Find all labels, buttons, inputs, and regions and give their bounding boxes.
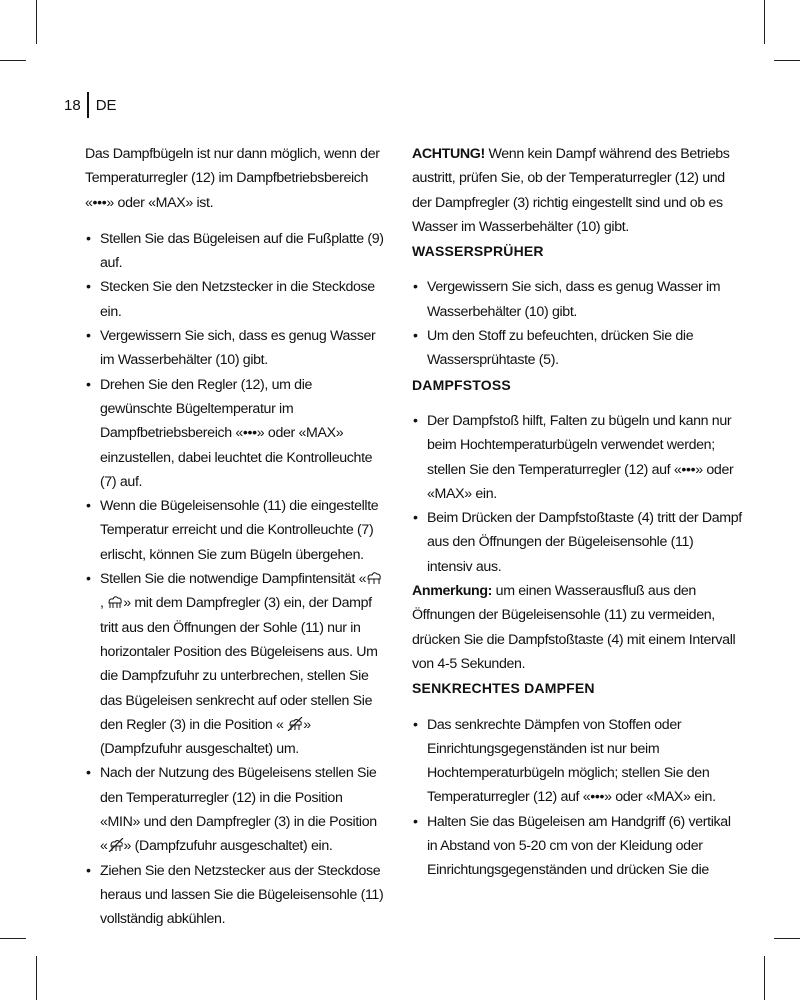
crop-mark (0, 60, 26, 61)
list-item: • Wenn die Bügeleisensohle (11) die eingestellte Temperatur erreicht und die Kontrolleuchte (7) erlischt, können Sie zum Bügeln übergehen. (85, 494, 385, 567)
list-item: • Stellen Sie das Bügeleisen auf die Fußplatte (9) auf. (85, 227, 385, 276)
left-column (85, 142, 385, 932)
steam-ironing-steps (85, 227, 385, 932)
intro-paragraph: Das Dampfbügeln ist nur dann möglich, wenn der Temperaturregler (12) im Dampfbetriebsbereich «•••» oder «MAX» ist. (85, 146, 380, 211)
crop-mark (774, 60, 800, 61)
note-paragraph: Anmerkung: um einen Wasserausfluß aus den Öffnungen der Bügeleisensohle (11) zu vermeiden, drücken Sie die Dampfstoßtaste (4) mit einem Intervall von 4-5 Sekunden. (412, 583, 736, 672)
attention-label: ACHTUNG! (412, 146, 485, 162)
crop-mark (36, 956, 37, 1000)
list-item: • Vergewissern Sie sich, dass es genug Wasser im Wasserbehälter (10) gibt. (85, 324, 385, 373)
list-item: • Beim Drücken der Dampfstoßtaste (4) tritt der Dampf aus den Öffnungen der Bügeleisensohle (11) intensiv aus. (412, 506, 742, 579)
list-item: • Das senkrechte Dämpfen von Stoffen oder Einrichtungsgegenständen ist nur beim Hochtemperaturbügeln möglich; stellen Sie den Temperaturregler (12) auf «•••» oder «MAX» ein. (412, 713, 742, 810)
crop-mark (764, 956, 765, 1000)
crop-mark (36, 0, 37, 44)
list-item: • Stecken Sie den Netzstecker in die Steckdose ein. (85, 275, 385, 324)
language-code: DE (95, 96, 117, 114)
crop-mark (764, 0, 765, 44)
list-item: • Drehen Sie den Regler (12), um die gewünschte Bügeltemperatur im Dampfbetriebsbereich «•••» oder «MAX» einzustellen, dabei leuchtet die Kontrolleuchte (7) auf. (85, 373, 385, 494)
steam-high-icon (107, 595, 123, 609)
list-item: • Vergewissern Sie sich, dass es genug Wasser im Wasserbehälter (10) gibt. (412, 275, 742, 324)
section-heading: DAMPFSTOSS (412, 376, 511, 393)
header-divider (87, 92, 89, 118)
crop-mark (774, 938, 800, 939)
steam-off-icon (108, 838, 124, 852)
list-item: • Ziehen Sie den Netzstecker aus der Steckdose heraus und lassen Sie die Bügeleisensohle (11) vollständig abkühlen. (85, 859, 385, 932)
steam-low-icon (366, 571, 382, 585)
steam-off-icon (287, 717, 303, 731)
list-item: • Der Dampfstoß hilft, Falten zu bügeln und kann nur beim Hochtemperaturbügeln verwendet werden; stellen Sie den Temperaturregler (12) auf «•••» oder «MAX» ein. (412, 409, 742, 506)
list-item: • Um den Stoff zu befeuchten, drücken Sie die Wassersprühtaste (5). (412, 324, 742, 373)
section-heading: SENKRECHTES DAMPFEN (412, 680, 595, 697)
list-item: • Halten Sie das Bügeleisen am Handgriff (6) vertikal in Abstand von 5-20 cm von der Kleidung oder Einrichtungsgegenständen und drücken Sie die (412, 810, 742, 883)
note-label: Anmerkung: (412, 583, 493, 600)
section-heading: WASSERSPRÜHER (412, 243, 544, 260)
vertical-steam-list (412, 713, 742, 883)
water-spray-list (412, 275, 742, 372)
page-header (64, 92, 117, 118)
attention-paragraph: ACHTUNG! Wenn kein Dampf während des Betriebs austritt, prüfen Sie, ob der Temperaturregler (12) und der Dampfregler (3) richtig eingestellt sind und ob es Wasser im Wasserbehälter (10) gibt. (412, 146, 730, 235)
list-item: • Nach der Nutzung des Bügeleisens stellen Sie den Temperaturregler (12) in die Position «MIN» und den Dampfregler (3) in die Position « » (Dampfzufuhr ausgeschaltet) ein. (85, 761, 385, 858)
crop-mark (0, 938, 26, 939)
steam-burst-list (412, 409, 742, 579)
right-column (412, 142, 742, 883)
page-number: 18 (64, 96, 81, 114)
list-item: • Stellen Sie die notwendige Dampfintensität «, » mit dem Dampfregler (3) ein, der Dampf tritt aus den Öffnungen der Sohle (11) nur in horizontaler Position des Bügeleisens aus. Um die Dampfzufuhr zu unterbrechen, stellen Sie das Bügeleisen senkrecht auf oder stellen Sie den Regler (3) in die Position « » (Dampfzufuhr ausgeschaltet) um. (85, 567, 385, 761)
